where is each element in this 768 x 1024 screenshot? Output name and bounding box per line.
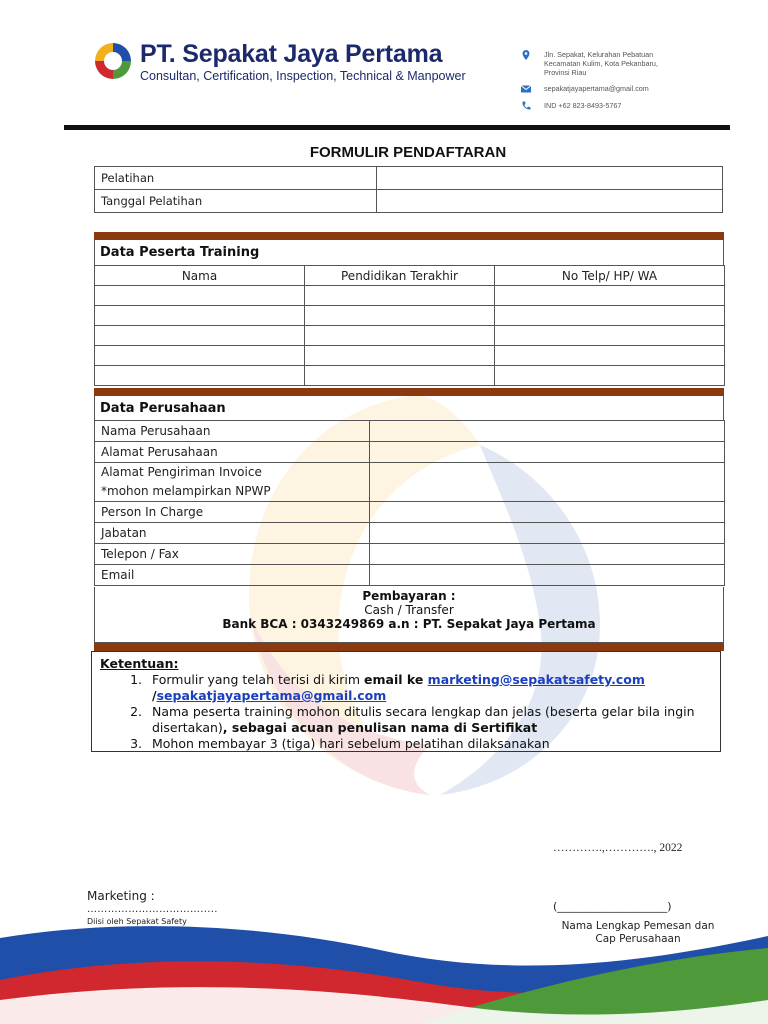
header-divider [64,125,730,130]
terms-item-3: 3. Mohon membayar 3 (tiga) hari sebelum pelatihan dilaksanakan [146,736,712,752]
payment-heading: Pembayaran : [362,589,456,603]
signature-caption [548,920,728,946]
position-field[interactable] [370,523,725,544]
table-header-row [95,266,725,286]
payment-method: Cash / Transfer [364,603,454,617]
terms-item-1-sep: / [152,688,157,703]
company-name-field[interactable] [370,421,725,442]
participant-phone-cell[interactable] [495,306,725,326]
signature-caption-line-2: Cap Perusahaan [595,933,681,945]
company-email-link[interactable]: sepakatjayapertama@gmail.com [156,688,387,703]
participant-education-cell[interactable] [305,326,495,346]
marketing-label: Marketing : [87,889,155,903]
phone-fax-label: Telepon / Fax [95,544,370,565]
table-row [95,502,725,523]
company-tagline: Consultan, Certification, Inspection, Technical & Manpower [140,69,466,83]
participant-phone-cell[interactable] [495,346,725,366]
table-row [95,366,725,386]
payment-box [94,587,724,643]
bank-details: Bank BCA : 0343249869 a.n : PT. Sepakat Jaya Pertama [222,617,596,631]
participant-phone-cell[interactable] [495,286,725,306]
section-bar [94,232,724,240]
marketing-signature-line: ……………………………..... [87,904,218,915]
phone-icon [520,100,532,112]
table-row [95,565,725,586]
section-bar [94,643,724,651]
signature-line: (____________________) [553,900,672,913]
company-address-field[interactable] [370,442,725,463]
company-table [94,420,725,586]
table-row [95,190,723,213]
participant-name-cell[interactable] [95,366,305,386]
terms-item-1-text: Formulir yang telah terisi di kirim [152,672,364,687]
table-row [95,421,725,442]
pic-field[interactable] [370,502,725,523]
training-table [94,166,723,213]
company-logo [92,40,134,82]
column-header-pendidikan: Pendidikan Terakhir [305,266,495,286]
phone-text: IND +62 823-8493-5767 [544,101,622,110]
invoice-address-field[interactable] [370,463,725,502]
table-row [95,463,725,502]
table-row [95,442,725,463]
table-row [95,523,725,544]
date-line: ………….,…………., 2022 [553,842,683,854]
table-row [95,167,723,190]
column-header-nama: Nama [95,266,305,286]
company-address-label: Alamat Perusahaan [95,442,370,463]
terms-item-2-bold: , sebagai acuan penulisan nama di Sertifikat [222,720,538,735]
participant-education-cell[interactable] [305,366,495,386]
company-name: PT. Sepakat Jaya Pertama [140,40,443,68]
position-label: Jabatan [95,523,370,544]
participant-name-cell[interactable] [95,306,305,326]
terms-item-1 [146,672,712,704]
location-pin-icon [520,49,532,61]
address-line-1: Jln. Sepakat, Kelurahan Pebatuan [544,50,654,59]
participants-heading: Data Peserta Training [100,245,260,260]
marketing-email-link[interactable]: marketing@sepakatsafety.com [427,672,645,687]
terms-heading: Ketentuan: [100,656,179,671]
phone-fax-field[interactable] [370,544,725,565]
participant-education-cell[interactable] [305,286,495,306]
training-date-field[interactable] [377,190,723,213]
training-name-label: Pelatihan [95,167,377,190]
company-heading: Data Perusahaan [100,401,226,416]
participant-name-cell[interactable] [95,346,305,366]
section-bar [94,388,724,396]
training-date-label: Tanggal Pelatihan [95,190,377,213]
signature-caption-line-1: Nama Lengkap Pemesan dan [561,920,715,932]
participant-name-cell[interactable] [95,326,305,346]
terms-item-1-bold: email ke [364,672,428,687]
table-row [95,326,725,346]
address-line-2: Kecamatan Kulim, Kota Pekanbaru, [544,59,658,68]
marketing-note: Diisi oleh Sepakat Safety [87,917,187,926]
invoice-address-label [95,463,370,502]
participant-education-cell[interactable] [305,306,495,326]
participants-table [94,265,725,386]
company-header [140,39,466,84]
terms-box [91,651,721,752]
email-field[interactable] [370,565,725,586]
participant-phone-cell[interactable] [495,366,725,386]
training-name-field[interactable] [377,167,723,190]
email-text: sepakatjayapertama@gmail.com [544,84,649,93]
terms-item-2-text: Nama peserta training mohon ditulis secara lengkap dan jelas (beserta gelar bila ingin disertakan) [152,704,695,735]
table-row [95,286,725,306]
company-name-label: Nama Perusahaan [95,421,370,442]
envelope-icon [520,83,532,95]
form-title: FORMULIR PENDAFTARAN [309,144,507,161]
terms-item-2 [146,704,712,736]
pic-label: Person In Charge [95,502,370,523]
npwp-note: *mohon melampirkan NPWP [101,484,271,498]
participant-name-cell[interactable] [95,286,305,306]
table-row [95,346,725,366]
terms-list [146,672,712,752]
email-label: Email [95,565,370,586]
invoice-address-label-text: Alamat Pengiriman Invoice [101,465,262,479]
participant-phone-cell[interactable] [495,326,725,346]
table-row [95,306,725,326]
address-line-3: Provinsi Riau [544,68,587,77]
column-header-telp: No Telp/ HP/ WA [495,266,725,286]
participant-education-cell[interactable] [305,346,495,366]
table-row [95,544,725,565]
